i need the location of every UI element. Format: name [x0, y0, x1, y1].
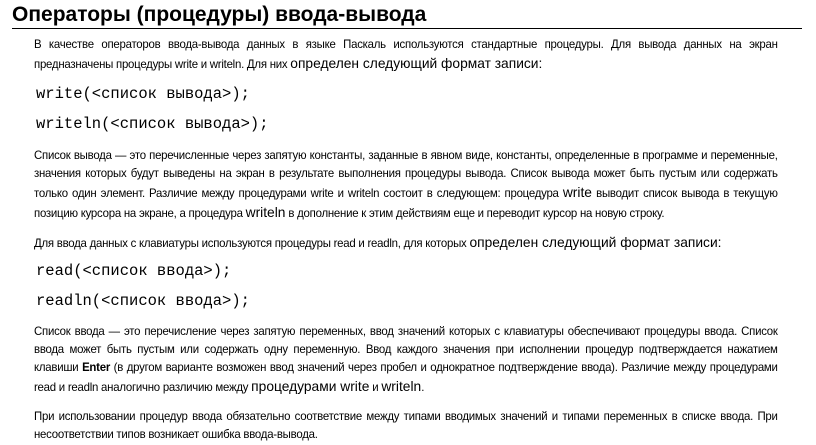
- paragraph-text: и: [369, 381, 382, 394]
- code-readln-format: readln(<список ввода>);: [36, 292, 250, 310]
- keyword-writeln: writeln: [381, 378, 422, 394]
- paragraph-text: Для ввода данных с клавиатуры используются процедуры read и readln, для которых: [34, 237, 470, 250]
- paragraph-text: В качестве операторов ввода-вывода данных в языке Паскаль используются стандартные процедуры. Для вывода данных на экран предназначены процедуры write и writeln. Для них: [34, 38, 778, 71]
- paragraph-text-emphasis: определен следующий формат записи:: [290, 55, 543, 71]
- page-title: Операторы (процедуры) ввода-вывода: [12, 3, 802, 29]
- code-read-format: read(<список ввода>);: [36, 262, 232, 280]
- keyword-writeln: writeln: [245, 204, 286, 220]
- paragraph-input-list: [34, 323, 778, 397]
- keyword-write: write: [340, 378, 370, 394]
- code-writeln-format: writeln(<список вывода>);: [36, 115, 269, 133]
- paragraph-text: Список вывода — это перечисленные через запятую константы, заданные в явном виде, константы, определенные в программе и переменные, значения которых будут выведены на экран в результате выполнения процедуры вывода. Список вывода может быть пустым или содержать только один элемент. Различие между процедурами write и writeln состоит в следующем: процедура: [34, 149, 778, 200]
- paragraph-text-emphasis: определен следующий формат записи:: [469, 234, 722, 250]
- paragraph-text: выводит список вывода в текущую позицию курсора на экране, а процедура: [34, 187, 778, 220]
- paragraph-input-intro: [34, 233, 778, 253]
- paragraph-text: в дополнение к этим действиям еще и переводит курсор на новую строку.: [285, 207, 665, 220]
- code-write-format: write(<список вывода>);: [36, 85, 250, 103]
- paragraph-text-emphasis: процедурами: [251, 378, 341, 394]
- paragraph-text: (в другом варианте возможен ввод значений через пробел и однократное подтверждение ввода). Различие между процедурами read и readln аналогично различию между: [34, 361, 778, 394]
- paragraph-type-match: При использовании процедур ввода обязательно соответствие между типами вводимых значений и типами переменных в списке ввода. При несоответствии типов возникает ошибка ввода-вывода.: [34, 410, 778, 441]
- paragraph-output-list: [34, 147, 778, 223]
- key-enter: Enter: [82, 361, 111, 374]
- paragraph-text: Список ввода — это перечисление через запятую переменных, ввод значений которых с клавиатуры обеспечивают процедуры ввода. Список ввода может быть пустым или содержать одну переменную. Ввод каждого значения при исполнении процедур подтверждается нажатием клавиши: [34, 325, 778, 374]
- paragraph-text: .: [421, 381, 425, 394]
- paragraph-output-intro: [34, 36, 778, 74]
- keyword-write: write: [562, 184, 592, 200]
